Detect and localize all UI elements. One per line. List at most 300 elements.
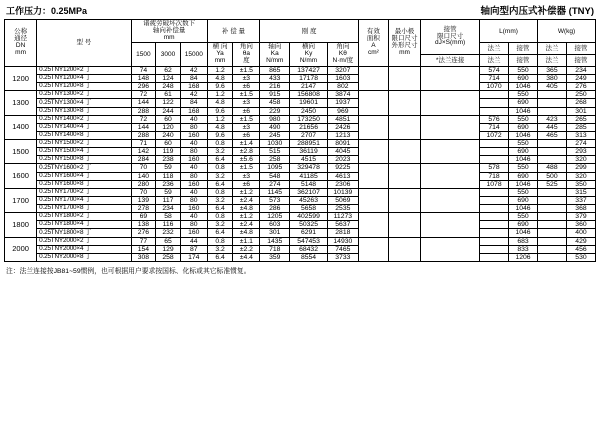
cell-stiff-axial: 1145 bbox=[260, 188, 290, 196]
cell-stiff-axial: 1030 bbox=[260, 140, 290, 148]
col-stiff-axial: 轴向 Ka N/mm bbox=[260, 43, 290, 66]
cell-stiff-angular: 3874 bbox=[327, 91, 358, 99]
cell-comp-angular: ±1.5 bbox=[233, 91, 260, 99]
cell-stiff-axial: 490 bbox=[260, 123, 290, 131]
cell-cycles-15000: 80 bbox=[180, 172, 207, 180]
cell-cycles-1500: 154 bbox=[131, 245, 156, 253]
cell-model: 0.25TNY1800×8 丁 bbox=[37, 229, 131, 237]
cell-stiff-axial: 258 bbox=[260, 156, 290, 164]
cell-stiff-axial: 286 bbox=[260, 205, 290, 213]
cell-cycles-15000: 160 bbox=[180, 156, 207, 164]
cell-dn: 1500 bbox=[5, 140, 37, 164]
cell-comp-lateral: 3.2 bbox=[207, 196, 233, 204]
cell-weight-pipe: 429 bbox=[566, 237, 595, 245]
cell-cycles-15000: 160 bbox=[180, 131, 207, 139]
cell-stiff-lateral: 41185 bbox=[290, 172, 328, 180]
cell-weight-flange bbox=[537, 91, 566, 99]
cell-cycles-15000: 80 bbox=[180, 221, 207, 229]
cell-model: 0.25TNY1300×8 丁 bbox=[37, 107, 131, 115]
cell-model: 0.25TNY1700×2 丁 bbox=[37, 188, 131, 196]
cell-cycles-3000: 58 bbox=[156, 213, 181, 221]
cell-comp-lateral: 1.2 bbox=[207, 91, 233, 99]
cell-comp-angular: ±5.6 bbox=[233, 156, 260, 164]
cell-area bbox=[358, 188, 388, 212]
cell-comp-angular: ±6 bbox=[233, 107, 260, 115]
cell-cycles-15000: 160 bbox=[180, 229, 207, 237]
cell-stiff-lateral: 21656 bbox=[290, 123, 328, 131]
cell-model: 0.25TNY1200×4 丁 bbox=[37, 75, 131, 83]
cell-model: 0.25TNY1400×2 丁 bbox=[37, 115, 131, 123]
cell-weight-flange bbox=[537, 156, 566, 164]
col-weight-flange: 法兰 bbox=[537, 43, 566, 55]
cell-weight-pipe: 301 bbox=[566, 107, 595, 115]
cell-weight-pipe: 315 bbox=[566, 188, 595, 196]
cell-model: 0.25TNY1400×8 丁 bbox=[37, 131, 131, 139]
cell-stiff-axial: 718 bbox=[260, 245, 290, 253]
cell-cycles-1500: 284 bbox=[131, 156, 156, 164]
cell-comp-lateral: 1.2 bbox=[207, 66, 233, 74]
cell-stiff-angular: 5637 bbox=[327, 221, 358, 229]
table-row bbox=[5, 172, 596, 180]
cell-comp-lateral: 4.8 bbox=[207, 75, 233, 83]
col-weight-flange-2: 法兰 bbox=[537, 55, 566, 67]
cell-comp-angular: ±3 bbox=[233, 99, 260, 107]
cell-cycles-15000: 40 bbox=[180, 140, 207, 148]
cell-cycles-3000: 116 bbox=[156, 221, 181, 229]
col-length-flange-2: 法兰 bbox=[480, 55, 509, 67]
cell-comp-lateral: 4.8 bbox=[207, 99, 233, 107]
col-stiffness-header: 刚 度 bbox=[260, 20, 359, 43]
cell-length-flange bbox=[480, 99, 509, 107]
cell-connection bbox=[421, 140, 480, 164]
col-comp-lateral: 横 向 Ya mm bbox=[207, 43, 233, 66]
cell-cycles-3000: 60 bbox=[156, 140, 181, 148]
col-weight-pipe-2: 接管 bbox=[566, 55, 595, 67]
cell-cycles-3000: 244 bbox=[156, 107, 181, 115]
cell-stiff-angular: 11273 bbox=[327, 213, 358, 221]
cell-cycles-3000: 232 bbox=[156, 229, 181, 237]
cell-cycles-15000: 160 bbox=[180, 180, 207, 188]
cell-cycles-1500: 72 bbox=[131, 91, 156, 99]
table-row bbox=[5, 237, 596, 245]
cell-model: 0.25TNY1200×2 丁 bbox=[37, 66, 131, 74]
cell-weight-flange: 525 bbox=[537, 180, 566, 188]
cell-cycles-1500: 70 bbox=[131, 164, 156, 172]
cell-length-flange: 1070 bbox=[480, 83, 509, 91]
cell-cycles-1500: 288 bbox=[131, 131, 156, 139]
footnote: 注：法兰连接按JB81~59惯例，也可根据用户要求按国标、化标或其它标准惯复。 bbox=[6, 267, 251, 275]
cell-stiff-angular: 2023 bbox=[327, 156, 358, 164]
cell-stiff-angular: 2306 bbox=[327, 180, 358, 188]
cell-cycles-1500: 280 bbox=[131, 180, 156, 188]
cell-stiff-lateral: 17178 bbox=[290, 75, 328, 83]
cell-cycles-3000: 122 bbox=[156, 99, 181, 107]
table-row bbox=[5, 75, 596, 83]
table-row bbox=[5, 66, 596, 74]
cell-weight-pipe: 249 bbox=[566, 75, 595, 83]
cell-stiff-axial: 515 bbox=[260, 148, 290, 156]
cell-weight-flange bbox=[537, 148, 566, 156]
cell-stiff-axial: 573 bbox=[260, 196, 290, 204]
cell-cycles-3000: 234 bbox=[156, 205, 181, 213]
cell-weight-pipe: 530 bbox=[566, 253, 595, 261]
cell-stiff-lateral: 137427 bbox=[290, 66, 328, 74]
cell-cycles-15000: 168 bbox=[180, 83, 207, 91]
cell-model: 0.25TNY1600×8 丁 bbox=[37, 180, 131, 188]
cell-length-flange bbox=[480, 205, 509, 213]
cell-area bbox=[358, 115, 388, 139]
col-area-header: 有效 面积 A cm² bbox=[358, 20, 388, 67]
cell-model: 0.25TNY1700×8 丁 bbox=[37, 205, 131, 213]
cell-comp-lateral: 6.4 bbox=[207, 253, 233, 261]
cell-stiff-angular: 14930 bbox=[327, 237, 358, 245]
cell-cycles-3000: 240 bbox=[156, 131, 181, 139]
cell-cycles-3000: 61 bbox=[156, 91, 181, 99]
cell-stiff-angular: 10139 bbox=[327, 188, 358, 196]
cell-length-pipe: 550 bbox=[509, 66, 538, 74]
cell-weight-pipe: 320 bbox=[566, 172, 595, 180]
cell-connection bbox=[421, 213, 480, 237]
cell-weight-flange: 423 bbox=[537, 115, 566, 123]
cell-weight-pipe: 313 bbox=[566, 131, 595, 139]
cell-length-flange bbox=[480, 188, 509, 196]
cell-model: 0.25TNY1300×2 丁 bbox=[37, 91, 131, 99]
col-cycles-header: 诸疲劳破坏次数下 轴向补偿量 mm bbox=[131, 20, 207, 43]
cell-cycles-1500: 148 bbox=[131, 75, 156, 83]
cell-length-flange: 574 bbox=[480, 66, 509, 74]
cell-model: 0.25TNY1500×4 丁 bbox=[37, 148, 131, 156]
cell-cycles-3000: 59 bbox=[156, 188, 181, 196]
cell-stiff-angular: 4045 bbox=[327, 148, 358, 156]
cell-comp-angular: ±1.2 bbox=[233, 213, 260, 221]
cell-cycles-3000: 62 bbox=[156, 66, 181, 74]
cell-stiff-angular: 9225 bbox=[327, 164, 358, 172]
cell-length-pipe: 1206 bbox=[509, 253, 538, 261]
cell-dn: 2000 bbox=[5, 237, 37, 261]
cell-weight-pipe: 285 bbox=[566, 123, 595, 131]
table-row bbox=[5, 253, 596, 261]
cell-dn: 1300 bbox=[5, 91, 37, 115]
cell-area bbox=[358, 213, 388, 237]
cell-comp-lateral: 3.2 bbox=[207, 172, 233, 180]
cell-length-pipe: 1046 bbox=[509, 83, 538, 91]
table-row bbox=[5, 156, 596, 164]
cell-cycles-3000: 117 bbox=[156, 196, 181, 204]
cell-cycles-3000: 236 bbox=[156, 180, 181, 188]
cell-stiff-lateral: 36119 bbox=[290, 148, 328, 156]
cell-comp-lateral: 0.8 bbox=[207, 164, 233, 172]
cell-stiff-axial: 603 bbox=[260, 221, 290, 229]
cell-length-pipe: 1046 bbox=[509, 229, 538, 237]
cell-cycles-15000: 160 bbox=[180, 205, 207, 213]
cell-stiff-axial: 1435 bbox=[260, 237, 290, 245]
cell-comp-angular: ±2.4 bbox=[233, 196, 260, 204]
cell-weight-flange bbox=[537, 99, 566, 107]
cell-limit bbox=[388, 213, 420, 237]
cell-comp-lateral: 6.4 bbox=[207, 156, 233, 164]
cell-cycles-15000: 84 bbox=[180, 99, 207, 107]
col-dn-header: 公称 通径 DN mm bbox=[5, 20, 37, 67]
cell-comp-angular: ±1.1 bbox=[233, 237, 260, 245]
col-length-pipe: 接管 bbox=[509, 43, 538, 55]
cell-stiff-lateral: 50325 bbox=[290, 221, 328, 229]
page-header bbox=[4, 3, 596, 19]
col-comp-angular: 角向 θa 度 bbox=[233, 43, 260, 66]
col-weight-pipe: 接管 bbox=[566, 43, 595, 55]
col-length-flange: 法兰 bbox=[480, 43, 509, 55]
cell-stiff-axial: 229 bbox=[260, 107, 290, 115]
cell-stiff-axial: 915 bbox=[260, 91, 290, 99]
cell-weight-pipe: 250 bbox=[566, 91, 595, 99]
cell-cycles-15000: 40 bbox=[180, 188, 207, 196]
cell-comp-angular: ±2.4 bbox=[233, 221, 260, 229]
cell-stiff-angular: 1213 bbox=[327, 131, 358, 139]
cell-comp-angular: ±4.4 bbox=[233, 253, 260, 261]
cell-stiff-lateral: 547453 bbox=[290, 237, 328, 245]
cell-area bbox=[358, 164, 388, 188]
cell-length-pipe: 550 bbox=[509, 115, 538, 123]
cell-comp-angular: ±1.5 bbox=[233, 66, 260, 74]
cell-stiff-lateral: 329478 bbox=[290, 164, 328, 172]
cell-stiff-axial: 245 bbox=[260, 131, 290, 139]
cell-stiff-lateral: 156808 bbox=[290, 91, 328, 99]
cell-weight-flange bbox=[537, 221, 566, 229]
cell-cycles-15000: 40 bbox=[180, 213, 207, 221]
cell-length-flange: 576 bbox=[480, 115, 509, 123]
cell-weight-flange: 500 bbox=[537, 172, 566, 180]
cell-dn: 1400 bbox=[5, 115, 37, 139]
cell-comp-lateral: 3.2 bbox=[207, 221, 233, 229]
cell-length-pipe: 1046 bbox=[509, 205, 538, 213]
cell-cycles-1500: 276 bbox=[131, 229, 156, 237]
cell-connection bbox=[421, 66, 480, 90]
cell-comp-angular: ±1.4 bbox=[233, 140, 260, 148]
cell-weight-pipe: 299 bbox=[566, 164, 595, 172]
cell-comp-lateral: 3.2 bbox=[207, 245, 233, 253]
cell-length-flange: 714 bbox=[480, 75, 509, 83]
cell-length-pipe: 550 bbox=[509, 91, 538, 99]
cell-length-flange bbox=[480, 213, 509, 221]
table-row bbox=[5, 140, 596, 148]
cell-comp-lateral: 9.6 bbox=[207, 107, 233, 115]
cell-weight-flange bbox=[537, 140, 566, 148]
cell-cycles-1500: 144 bbox=[131, 99, 156, 107]
cell-cycles-3000: 119 bbox=[156, 148, 181, 156]
cell-length-flange bbox=[480, 107, 509, 115]
table-row bbox=[5, 245, 596, 253]
cell-length-flange bbox=[480, 245, 509, 253]
cell-weight-flange: 405 bbox=[537, 83, 566, 91]
cell-stiff-axial: 274 bbox=[260, 180, 290, 188]
cell-cycles-1500: 72 bbox=[131, 115, 156, 123]
table-row bbox=[5, 148, 596, 156]
table-row bbox=[5, 221, 596, 229]
col-cycles-1500: 1500 bbox=[131, 43, 156, 66]
cell-length-pipe: 690 bbox=[509, 172, 538, 180]
cell-stiff-angular: 802 bbox=[327, 83, 358, 91]
cell-cycles-3000: 118 bbox=[156, 172, 181, 180]
cell-length-pipe: 683 bbox=[509, 237, 538, 245]
cell-cycles-3000: 124 bbox=[156, 75, 181, 83]
cell-length-flange bbox=[480, 156, 509, 164]
cell-stiff-lateral: 45263 bbox=[290, 196, 328, 204]
cell-comp-lateral: 6.4 bbox=[207, 205, 233, 213]
cell-stiff-lateral: 5658 bbox=[290, 205, 328, 213]
cell-cycles-1500: 142 bbox=[131, 148, 156, 156]
cell-comp-angular: ±1.5 bbox=[233, 115, 260, 123]
cell-length-pipe: 1046 bbox=[509, 131, 538, 139]
cell-stiff-lateral: 362107 bbox=[290, 188, 328, 196]
col-stiff-lateral: 横向 Ky N/mm bbox=[290, 43, 328, 66]
table-row bbox=[5, 99, 596, 107]
cell-stiff-angular: 1937 bbox=[327, 99, 358, 107]
cell-comp-lateral: 0.8 bbox=[207, 237, 233, 245]
cell-length-flange bbox=[480, 91, 509, 99]
cell-weight-pipe: 276 bbox=[566, 83, 595, 91]
cell-weight-flange bbox=[537, 107, 566, 115]
cell-dn: 1800 bbox=[5, 213, 37, 237]
cell-area bbox=[358, 66, 388, 90]
cell-cycles-15000: 40 bbox=[180, 115, 207, 123]
cell-stiff-lateral: 2450 bbox=[290, 107, 328, 115]
col-stiff-angular: 角向 Kθ N·m/度 bbox=[327, 43, 358, 66]
cell-comp-lateral: 6.4 bbox=[207, 180, 233, 188]
cell-comp-angular: ±4.8 bbox=[233, 229, 260, 237]
cell-stiff-axial: 865 bbox=[260, 66, 290, 74]
cell-weight-flange: 488 bbox=[537, 164, 566, 172]
cell-stiff-axial: 301 bbox=[260, 229, 290, 237]
cell-stiff-angular: 2426 bbox=[327, 123, 358, 131]
cell-length-pipe: 1046 bbox=[509, 107, 538, 115]
cell-length-flange bbox=[480, 253, 509, 261]
cell-stiff-axial: 980 bbox=[260, 115, 290, 123]
specification-table bbox=[4, 19, 596, 262]
cell-cycles-1500: 71 bbox=[131, 140, 156, 148]
cell-weight-pipe: 320 bbox=[566, 156, 595, 164]
cell-stiff-angular: 2818 bbox=[327, 229, 358, 237]
cell-stiff-lateral: 2147 bbox=[290, 83, 328, 91]
cell-connection bbox=[421, 115, 480, 139]
col-connection-header: 接管 限口尺寸 dJ×S(mm) bbox=[421, 20, 480, 55]
cell-weight-flange bbox=[537, 188, 566, 196]
cell-limit bbox=[388, 164, 420, 188]
cell-weight-flange bbox=[537, 213, 566, 221]
col-length-pipe-2: 接管 bbox=[509, 55, 538, 67]
cell-length-flange: 1072 bbox=[480, 131, 509, 139]
cell-stiff-lateral: 8554 bbox=[290, 253, 328, 261]
cell-weight-pipe: 337 bbox=[566, 196, 595, 204]
cell-limit bbox=[388, 66, 420, 90]
cell-cycles-3000: 120 bbox=[156, 123, 181, 131]
page-title: 轴向型内压式补偿器 (TNY) bbox=[480, 6, 594, 17]
cell-comp-lateral: 0.8 bbox=[207, 140, 233, 148]
cell-weight-pipe: 293 bbox=[566, 148, 595, 156]
cell-model: 0.25TNY2000×4 丁 bbox=[37, 245, 131, 253]
cell-stiff-angular: 969 bbox=[327, 107, 358, 115]
cell-comp-angular: ±6 bbox=[233, 83, 260, 91]
cell-comp-lateral: 9.6 bbox=[207, 83, 233, 91]
cell-stiff-axial: 216 bbox=[260, 83, 290, 91]
cell-weight-pipe: 268 bbox=[566, 99, 595, 107]
cell-cycles-15000: 87 bbox=[180, 245, 207, 253]
cell-cycles-1500: 144 bbox=[131, 123, 156, 131]
cell-length-pipe: 690 bbox=[509, 196, 538, 204]
cell-comp-angular: ±3 bbox=[233, 123, 260, 131]
table-row bbox=[5, 83, 596, 91]
cell-dn: 1700 bbox=[5, 188, 37, 212]
cell-model: 0.25TNY1500×8 丁 bbox=[37, 156, 131, 164]
col-length-header: L(mm) bbox=[480, 20, 538, 43]
cell-stiff-axial: 1205 bbox=[260, 213, 290, 221]
cell-model: 0.25TNY1500×2 丁 bbox=[37, 140, 131, 148]
cell-comp-lateral: 9.6 bbox=[207, 131, 233, 139]
cell-stiff-lateral: 6291 bbox=[290, 229, 328, 237]
cell-weight-pipe: 234 bbox=[566, 66, 595, 74]
cell-stiff-axial: 433 bbox=[260, 75, 290, 83]
cell-stiff-angular: 5069 bbox=[327, 196, 358, 204]
cell-cycles-3000: 258 bbox=[156, 253, 181, 261]
cell-stiff-angular: 4613 bbox=[327, 172, 358, 180]
cell-stiff-lateral: 173250 bbox=[290, 115, 328, 123]
cell-stiff-axial: 548 bbox=[260, 172, 290, 180]
cell-weight-flange: 465 bbox=[537, 131, 566, 139]
cell-stiff-axial: 1095 bbox=[260, 164, 290, 172]
table-row bbox=[5, 107, 596, 115]
table-row bbox=[5, 229, 596, 237]
cell-area bbox=[358, 237, 388, 261]
cell-cycles-15000: 84 bbox=[180, 75, 207, 83]
cell-comp-angular: ±1.5 bbox=[233, 164, 260, 172]
cell-cycles-3000: 238 bbox=[156, 156, 181, 164]
table-row bbox=[5, 91, 596, 99]
cell-weight-pipe: 400 bbox=[566, 229, 595, 237]
cell-length-flange: 1078 bbox=[480, 180, 509, 188]
cell-cycles-1500: 70 bbox=[131, 188, 156, 196]
cell-cycles-1500: 278 bbox=[131, 205, 156, 213]
col-compensation-header: 补 偿 量 bbox=[207, 20, 260, 43]
cell-length-flange bbox=[480, 221, 509, 229]
cell-model: 0.25TNY1300×4 丁 bbox=[37, 99, 131, 107]
cell-length-flange bbox=[480, 148, 509, 156]
table-row bbox=[5, 123, 596, 131]
col-connection-sub: *法兰连接 bbox=[421, 55, 480, 67]
cell-stiff-angular: 8091 bbox=[327, 140, 358, 148]
cell-weight-flange: 365 bbox=[537, 66, 566, 74]
cell-weight-flange: 380 bbox=[537, 75, 566, 83]
cell-length-pipe: 550 bbox=[509, 213, 538, 221]
cell-connection bbox=[421, 237, 480, 261]
cell-comp-lateral: 0.8 bbox=[207, 213, 233, 221]
cell-model: 0.25TNY1400×4 丁 bbox=[37, 123, 131, 131]
cell-weight-pipe: 350 bbox=[566, 180, 595, 188]
cell-cycles-1500: 140 bbox=[131, 172, 156, 180]
cell-weight-flange bbox=[537, 245, 566, 253]
working-pressure-label: 工作压力：0.25MPa bbox=[6, 6, 88, 16]
table-row bbox=[5, 115, 596, 123]
col-weight-header: W(kg) bbox=[537, 20, 595, 43]
cell-length-flange: 718 bbox=[480, 172, 509, 180]
cell-length-pipe: 550 bbox=[509, 140, 538, 148]
cell-stiff-lateral: 402599 bbox=[290, 213, 328, 221]
cell-cycles-1500: 138 bbox=[131, 221, 156, 229]
cell-comp-lateral: 6.4 bbox=[207, 229, 233, 237]
cell-stiff-lateral: 2707 bbox=[290, 131, 328, 139]
cell-cycles-15000: 40 bbox=[180, 164, 207, 172]
cell-weight-pipe: 360 bbox=[566, 221, 595, 229]
cell-connection bbox=[421, 91, 480, 115]
cell-weight-flange bbox=[537, 229, 566, 237]
cell-connection bbox=[421, 188, 480, 212]
